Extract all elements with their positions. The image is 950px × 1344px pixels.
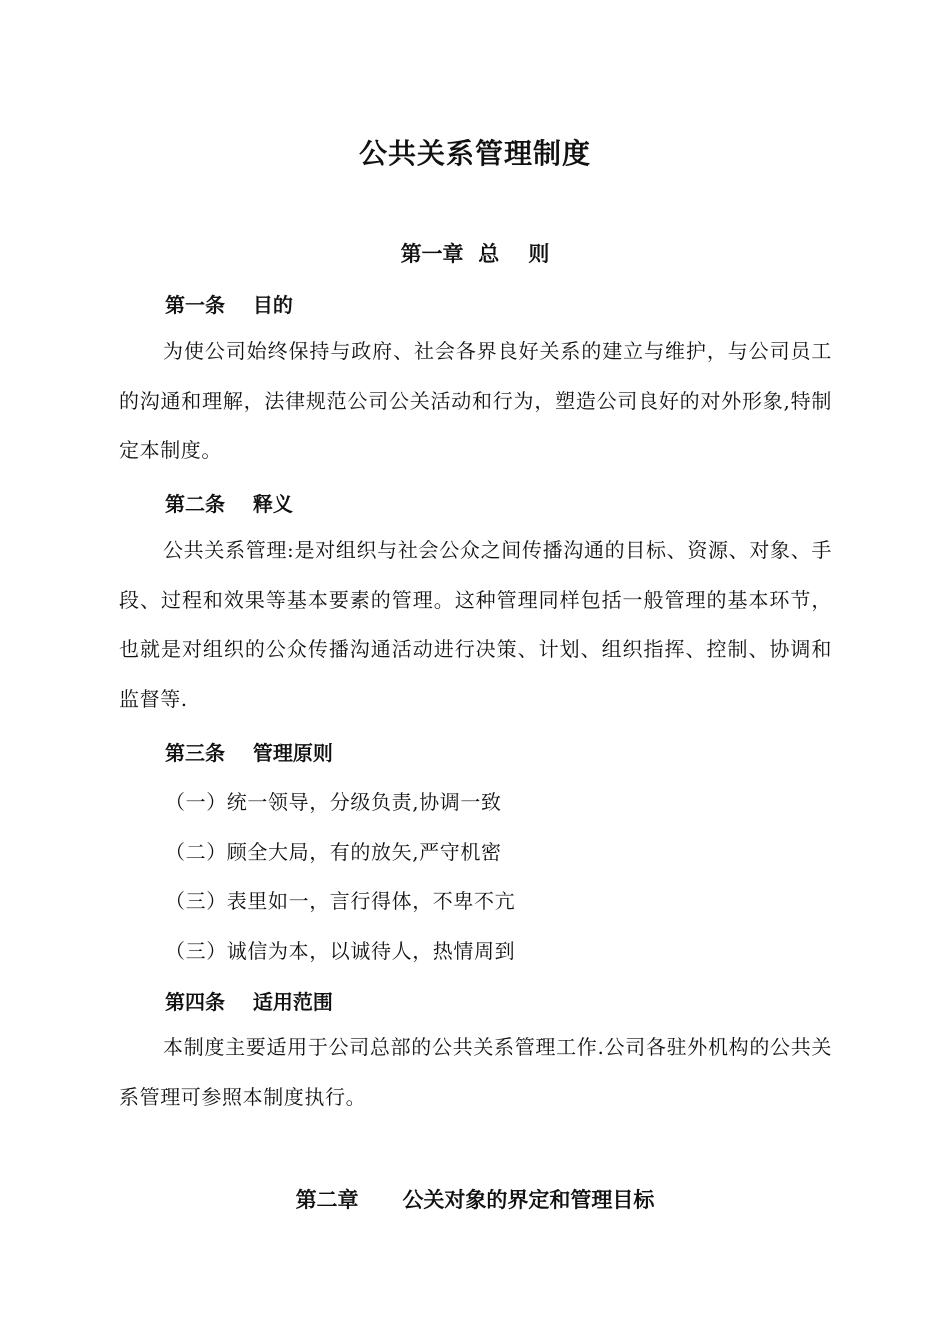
article-1-heading: 第一条 目的 — [165, 293, 293, 317]
chapter-1-heading — [0, 238, 950, 268]
article-2-heading: 第二条 释义 — [165, 492, 293, 516]
article-4-text: 本制度主要适用于公司总部的公共关系管理工作.公司各驻外机构的公共关系管理可参照本制度执行。 — [119, 1035, 832, 1109]
principle-item-2: （二）顾全大局，有的放矢,严守机密 — [165, 840, 502, 864]
chapter-2-name: 公关对象的界定和管理目标 — [402, 1188, 655, 1212]
principle-item-1: （一）统一领导，分级负责,协调一致 — [165, 790, 502, 814]
chapter-2-heading — [0, 1184, 950, 1214]
principle-item-4: （三）诚信为本，以诚待人，热情周到 — [165, 939, 516, 963]
article-2-text: 公共关系管理:是对组织与社会公众之间传播沟通的目标、资源、对象、手段、过程和效果等基本要素的管理。这种管理同样包括一般管理的基本环节，也就是对组织的公众传播沟通活动进行决策、计划、组织指挥、控制、协调和监督等. — [119, 538, 832, 711]
chapter-2-number: 第二章 — [295, 1188, 359, 1212]
chapter-1-name: 总 则 — [478, 242, 550, 266]
article-4-heading: 第四条 适用范围 — [165, 990, 333, 1014]
document-title: 公共关系管理制度 — [358, 137, 591, 170]
article-3-heading: 第三条 管理原则 — [165, 741, 333, 765]
article-1-text: 为使公司始终保持与政府、社会各界良好关系的建立与维护，与公司员工的沟通和理解，法律规范公司公关活动和行为，塑造公司良好的对外形象,特制定本制度。 — [119, 339, 832, 462]
chapter-1-number: 第一章 — [400, 242, 464, 266]
principle-item-3: （三）表里如一，言行得体，不卑不亢 — [165, 889, 516, 913]
